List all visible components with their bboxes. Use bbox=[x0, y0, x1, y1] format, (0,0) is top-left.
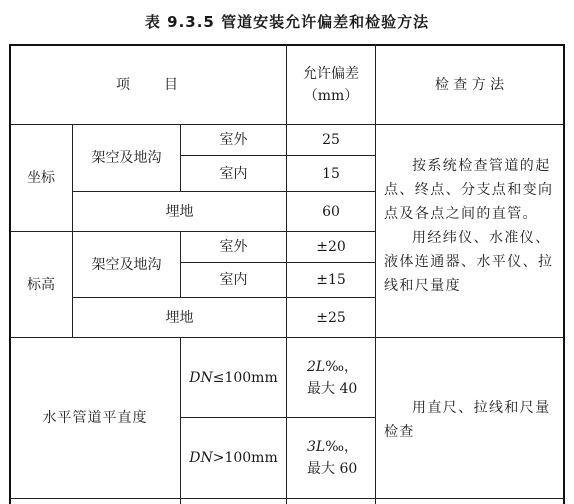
dn-large-suffix: >100mm bbox=[212, 450, 278, 466]
coord-overhead-label: 架空及地沟 bbox=[91, 150, 162, 166]
straightness-method-text: 用直尺、拉线和尺量检查 bbox=[384, 400, 551, 440]
coord-indoor-label: 室内 bbox=[219, 165, 248, 182]
elev-outdoor-label: 室外 bbox=[219, 239, 248, 255]
elev-indoor-label: 室内 bbox=[219, 272, 248, 288]
coord-buried-label: 埋地 bbox=[165, 203, 194, 220]
dn-large-label bbox=[181, 418, 286, 498]
dn-large-value bbox=[287, 418, 375, 498]
coord-buried-value: 60 bbox=[322, 203, 340, 220]
dn-small-label bbox=[181, 338, 286, 417]
dn-small-prefix: DN bbox=[189, 369, 213, 386]
elev-label: 标高 bbox=[27, 276, 55, 293]
coord-elev-method bbox=[384, 154, 560, 298]
straightness-label: 水平管道平直度 bbox=[42, 410, 148, 426]
dn-small-val-suffix: ‰， bbox=[325, 358, 359, 375]
header-tolerance bbox=[287, 46, 375, 124]
dn-large-val-prefix: 3L bbox=[307, 439, 326, 455]
dn-small-max: 最大 40 bbox=[307, 380, 358, 397]
coord-label: 坐标 bbox=[27, 170, 55, 186]
dn-large-prefix: DN bbox=[189, 450, 213, 466]
header-item: 项 目 bbox=[116, 77, 180, 93]
elev-buried-label: 埋地 bbox=[165, 309, 194, 326]
dn-small-value bbox=[287, 338, 375, 417]
table-right-border bbox=[563, 44, 565, 504]
header-tolerance-line1: 允许偏差 bbox=[303, 66, 359, 82]
dn-large-max: 最大 60 bbox=[307, 461, 358, 477]
dn-small-val-prefix: 2L bbox=[307, 358, 326, 375]
table-title: 表 9.3.5 管道安装允许偏差和检验方法 bbox=[144, 13, 430, 31]
dn-large-val-suffix: ‰， bbox=[325, 439, 359, 455]
elev-indoor-value: ±15 bbox=[316, 272, 346, 288]
method-paragraph-2: 用经纬仪、水准仪、液体连通器、水平仪、拉线和尺量度 bbox=[384, 230, 554, 294]
method-paragraph-1: 按系统检查管道的起点、终点、分支点和变向点及各点之间的直管。 bbox=[384, 158, 554, 222]
elev-outdoor-value: ±20 bbox=[316, 239, 346, 255]
dn-small-suffix: ≤100mm bbox=[212, 369, 278, 386]
coord-indoor-value: 15 bbox=[322, 165, 340, 182]
elev-overhead-label: 架空及地沟 bbox=[91, 256, 162, 273]
header-tolerance-line2: （mm） bbox=[303, 88, 359, 104]
coord-outdoor-label: 室外 bbox=[219, 132, 248, 148]
header-method: 检 查 方 法 bbox=[434, 77, 505, 93]
straightness-method bbox=[384, 396, 560, 444]
coord-outdoor-value: 25 bbox=[322, 132, 340, 148]
elev-buried-value: ±25 bbox=[316, 309, 346, 326]
table-bottom-border bbox=[10, 498, 564, 499]
